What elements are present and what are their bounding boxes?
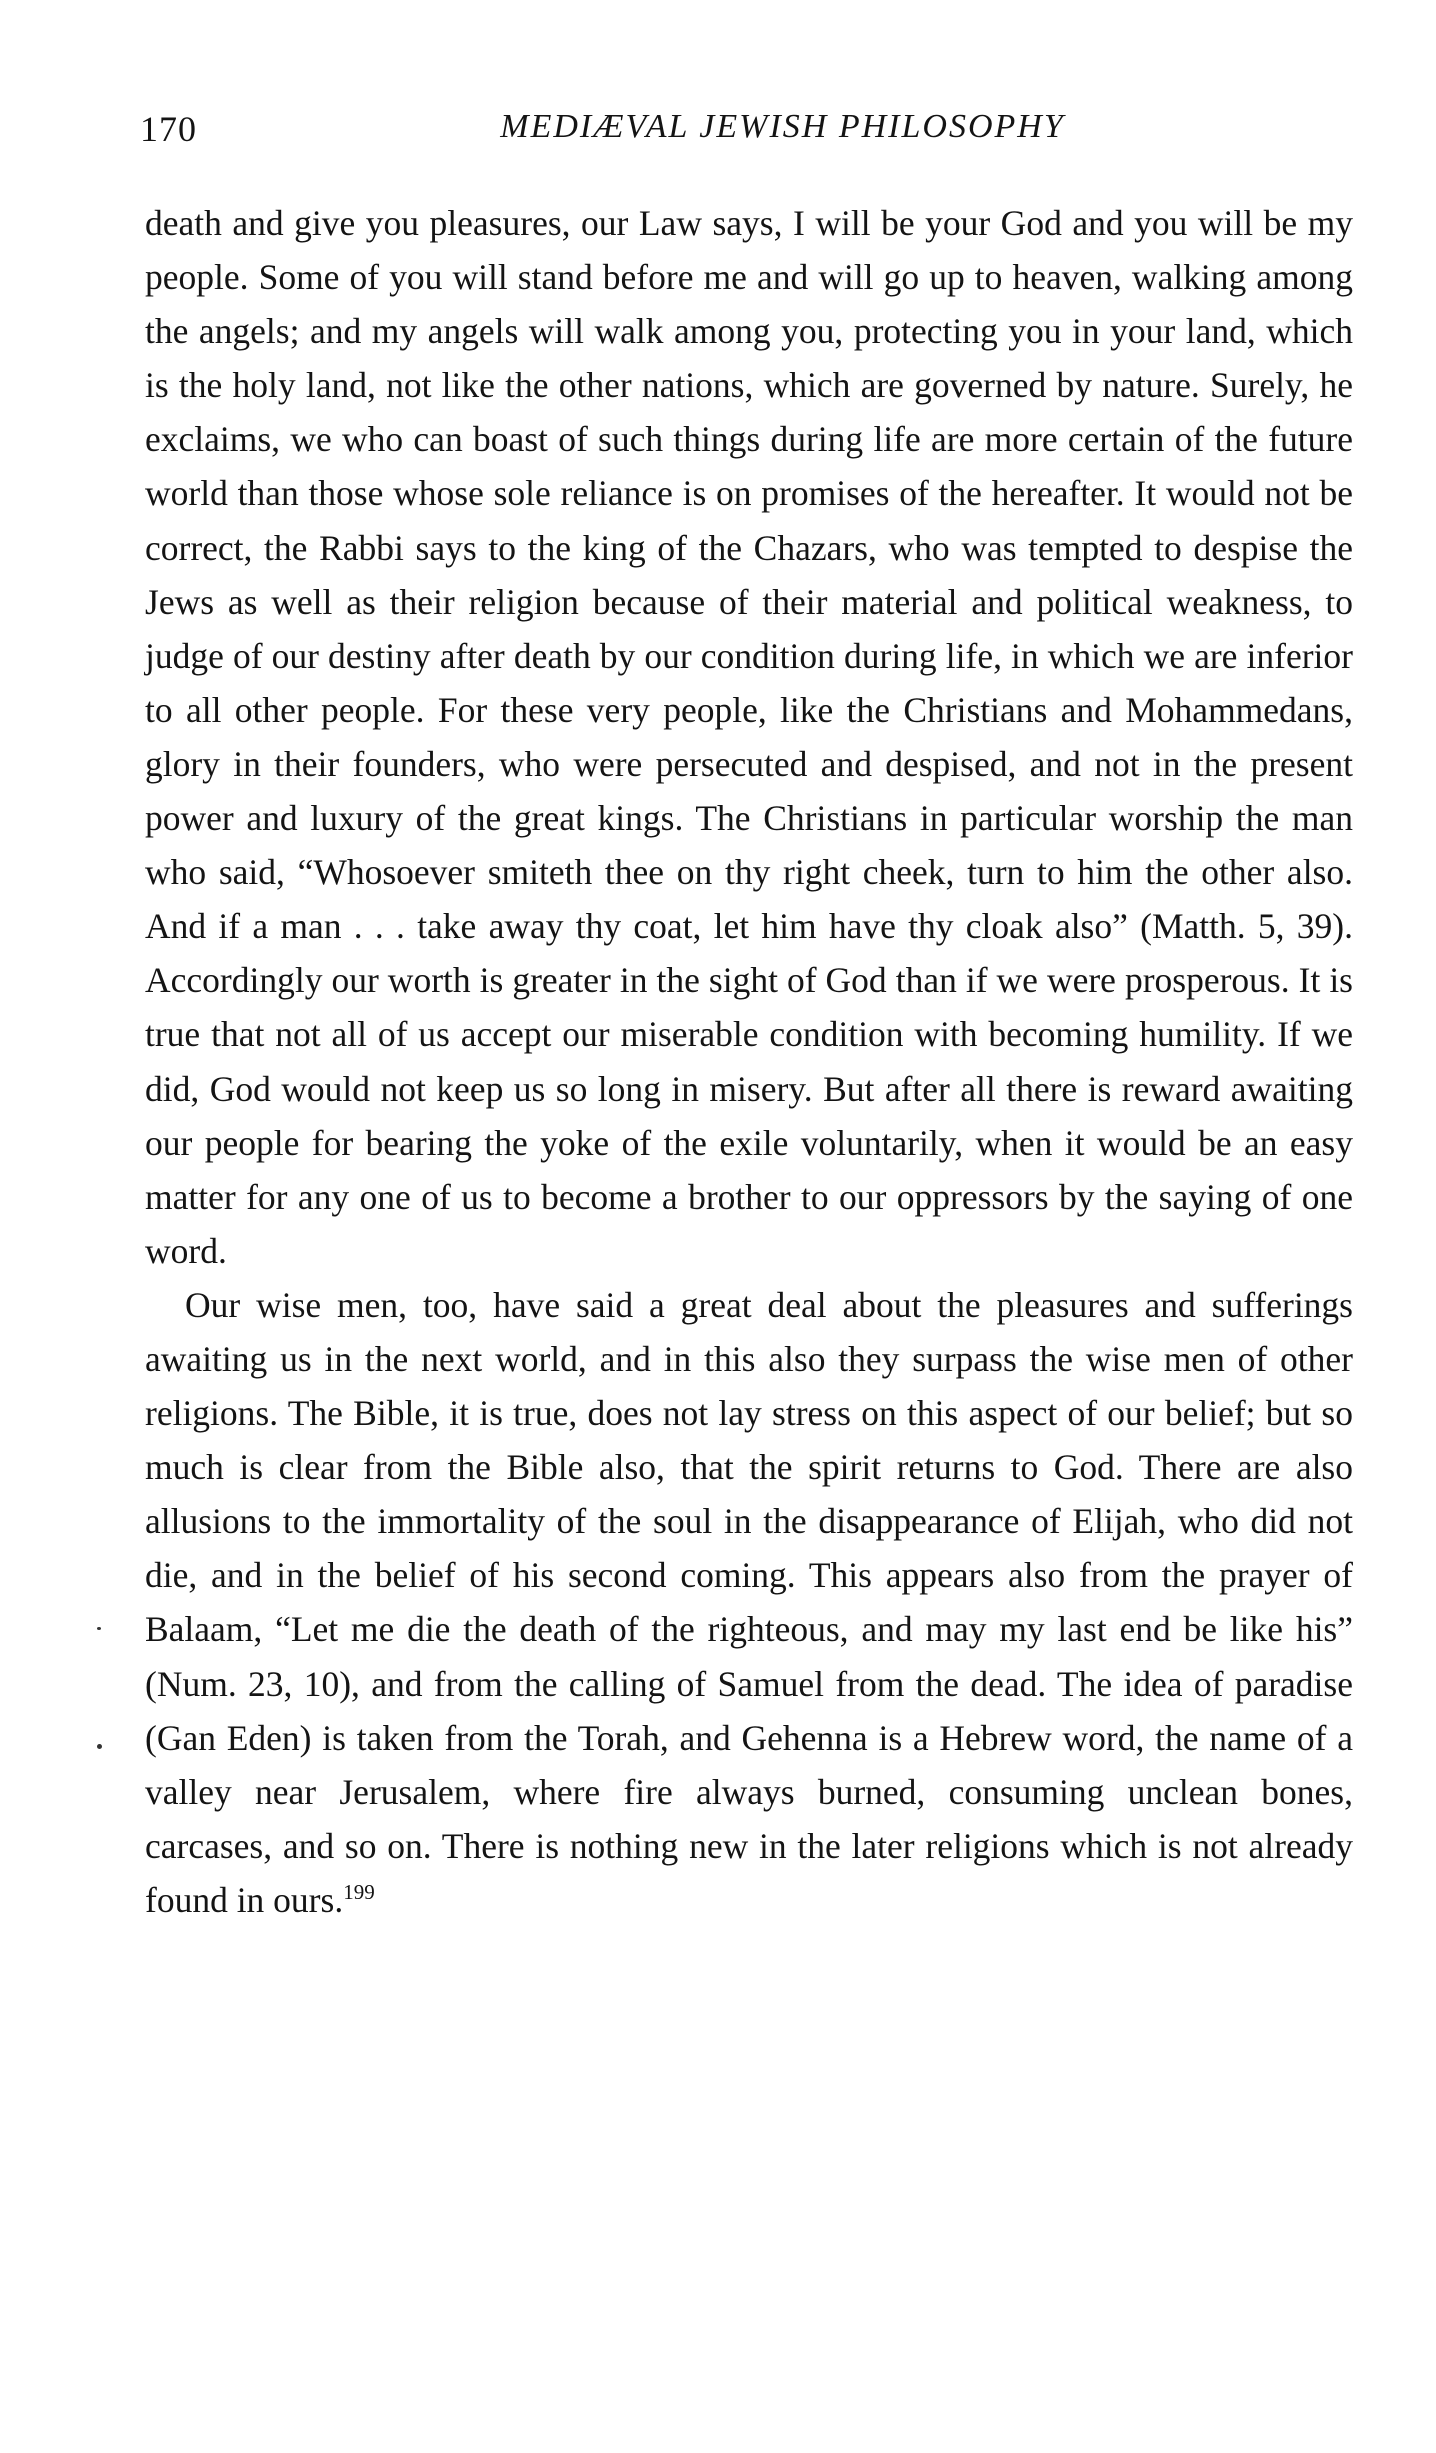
paragraph — [145, 196, 1353, 1278]
paragraph-text: death and give you pleasures, our Law says, I will be your God and you will be my people. Some of you will stand before me and will go up to heaven, walking among the angels; and my angels will walk among you, protecting you in your land, which is the holy land, not like the other nations, which are governed by nature. Surely, he exclaims, we who can boast of such things during life are more certain of the future world than those whose sole reliance is on promises of the hereafter. It would not be correct, the Rabbi says to the king of the Chazars, who was tempted to despise the Jews as well as their religion because of their material and political weakness, to judge of our destiny after death by our condition during life, in which we are inferior to all other people. For these very people, like the Christians and Mohammedans, glory in their founders, who were persecuted and despised, and not in the present power and luxury of the great kings. The Christians in particular worship the man who said, “Whosoever smiteth thee on thy right cheek, turn to him the other also. And if a man . . . take away thy coat, let him have thy cloak also” (Matth. 5, 39). Accordingly our worth is greater in the sight of God than if we were prosperous. It is true that not all of us accept our miserable condition with becoming humility. If we did, God would not keep us so long in misery. But after all there is reward awaiting our people for bearing the yoke of the exile voluntarily, when it would be an easy matter for any one of us to become a brother to our oppressors by the saying of one word. — [145, 203, 1353, 1271]
paragraph — [145, 1278, 1353, 1927]
margin-mark — [97, 1744, 102, 1749]
margin-mark — [97, 1627, 101, 1630]
paragraph-text: Our wise men, too, have said a great deal about the pleasures and sufferings awaiting us in the next world, and in this also they surpass the wise men of other religions. The Bible, it is true, does not lay stress on this aspect of our belief; but so much is clear from the Bible also, that the spirit returns to God. There are also allusions to the immortality of the soul in the disappearance of Elijah, who did not die, and in the belief of his second coming. This appears also from the prayer of Balaam, “Let me die the death of the righteous, and may my last end be like his” (Num. 23, 10), and from the calling of Samuel from the dead. The idea of paradise (Gan Eden) is taken from the Torah, and Gehenna is a Hebrew word, the name of a valley near Jerusalem, where fire always burned, consuming unclean bones, carcases, and so on. There is nothing new in the later religions which is not already found in ours. — [145, 1284, 1353, 1920]
page-number: 170 — [140, 109, 197, 149]
footnote-reference[interactable]: 199 — [343, 1880, 375, 1905]
running-title: MEDIÆVAL JEWISH PHILOSOPHY — [500, 108, 1065, 145]
running-head — [140, 108, 1355, 158]
body-text — [145, 196, 1353, 1927]
